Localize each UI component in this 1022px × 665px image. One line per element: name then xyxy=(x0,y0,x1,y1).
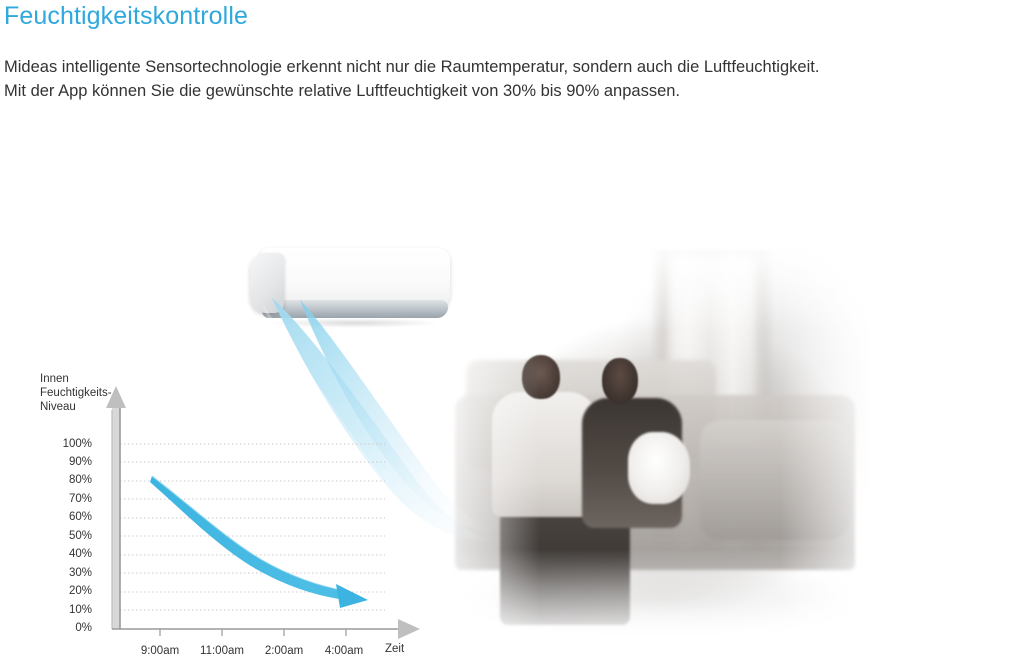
y-tick-60: 60% xyxy=(68,511,92,523)
sofa-arm xyxy=(700,420,850,540)
y-tick-10: 10% xyxy=(68,604,92,616)
page-title: Feuchtigkeitskontrolle xyxy=(4,2,248,30)
x-tick-0: 9:00am xyxy=(140,645,180,657)
y-tick-20: 20% xyxy=(68,585,92,597)
y-tick-0: 0% xyxy=(75,622,92,634)
x-tick-marks xyxy=(160,629,346,636)
y-tick-100: 100% xyxy=(62,438,92,450)
x-tick-2: 2:00am xyxy=(264,645,304,657)
intro-line-2: Mit der App können Sie die gewünschte relative Luftfeuchtigkeit von 30% bis 90% anpassen. xyxy=(4,82,681,100)
x-axis xyxy=(112,619,420,639)
x-axis-title: Zeit xyxy=(385,643,405,655)
y-axis xyxy=(106,386,126,629)
humidity-chart xyxy=(0,360,460,665)
y-tick-40: 40% xyxy=(68,548,92,560)
y-tick-30: 30% xyxy=(68,567,92,579)
x-tick-1: 11:00am xyxy=(200,645,244,657)
chart-gridlines xyxy=(120,444,385,610)
y-tick-70: 70% xyxy=(68,493,92,505)
intro-line-1: Mideas intelligente Sensortechnologie erkennt nicht nur die Raumtemperatur, sondern auch die Luftfeuchtigkeit. xyxy=(4,58,820,76)
y-axis-title-line-1: Innen xyxy=(40,373,69,385)
intro-paragraph xyxy=(4,55,1014,103)
chart-plot-area xyxy=(0,360,460,665)
y-tick-90: 90% xyxy=(68,456,92,468)
x-tick-3: 4:00am xyxy=(324,645,364,657)
humidity-curve xyxy=(150,476,368,608)
y-tick-80: 80% xyxy=(68,474,92,486)
baby xyxy=(628,432,690,504)
curve-arrow-head xyxy=(336,584,368,608)
y-axis-title-line-3: Niveau xyxy=(40,401,76,413)
y-tick-50: 50% xyxy=(68,530,92,542)
y-axis-title-line-2: Feuchtigkeits- xyxy=(40,387,112,399)
